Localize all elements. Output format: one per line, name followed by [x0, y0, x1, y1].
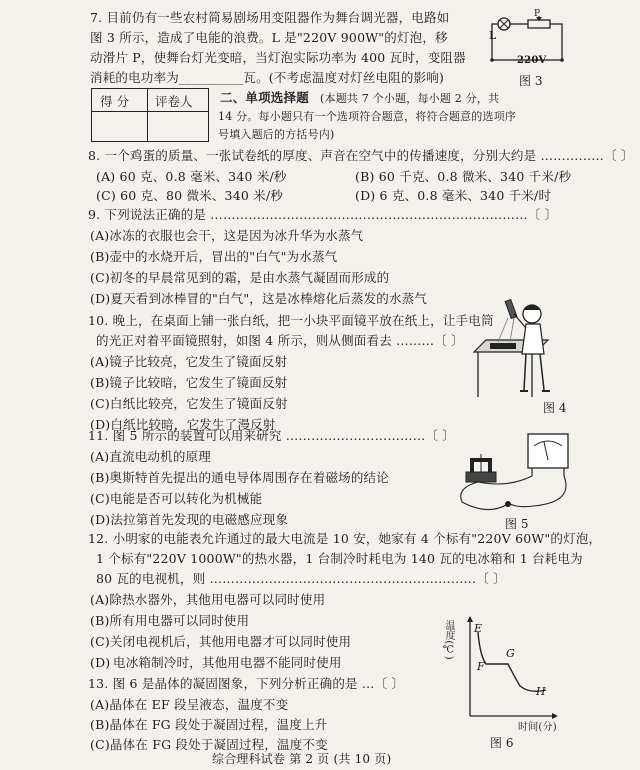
q12-line-2: 1 个标有"220V 1000W"的热水器，1 台制冷时耗电为 140 瓦的电冰箱和 1 台耗电为 [96, 551, 583, 566]
flashlight-illustration-fig4 [470, 292, 560, 402]
q12-option-d-prefix: (D) [90, 655, 111, 670]
q10-option-a: (A)镜子比较亮，它发生了镜面反射 [90, 354, 288, 369]
score-box-grader-label: 评卷人 [155, 94, 193, 109]
fig6-x-axis-label: 时间(分) [518, 722, 557, 733]
q7-line-4: 消耗的电功率为__________瓦。(不考虑温度对灯丝电阻的影响) [90, 70, 445, 85]
section2-note-line-3: 号填入题后的方括号内) [218, 128, 335, 141]
fig3-label-P: P [534, 9, 541, 19]
fig6-point-F: F [477, 660, 485, 673]
q13-option-c: (C)晶体在 FG 段处于凝固过程，温度不变 [90, 737, 328, 752]
fig6-point-H: H [536, 685, 546, 698]
fig6-y-axis-label: 温度(℃) [443, 620, 454, 660]
q10-option-c: (C)白纸比较亮，它发生了镜面反射 [90, 396, 288, 411]
q13-option-a: (A)晶体在 EF 段呈液态，温度不变 [90, 697, 289, 712]
q12-line-3: 80 瓦的电视机，则 ………………………………………………………〔 〕 [96, 571, 506, 586]
q7-line-1: 7. 目前仍有一些农村简易剧场用变阻器作为舞台调光器，电路如 [90, 10, 450, 25]
q10-option-d: (D)白纸比较暗，它发生了漫反射 [90, 417, 276, 432]
page-footer: 综合理科试卷 第 2 页 (共 10 页) [212, 752, 392, 766]
q8-stem: 8. 一个鸡蛋的质量、一张试卷纸的厚度、声音在空气中的传播速度，分别大约是 ……………〔 〕 [88, 148, 634, 163]
fig5-caption: 图 5 [505, 517, 529, 531]
q9-option-a: (A)冰冻的衣服也会干，这是因为冰升华为水蒸气 [90, 228, 364, 243]
fig6-point-E: E [474, 622, 483, 635]
q8-option-c: (C) 60 克、80 微米、340 米/秒 [96, 188, 283, 203]
apparatus-diagram-fig5 [448, 432, 578, 518]
q9-option-c: (C)初冬的早晨常见到的霜，是由水蒸气凝固而形成的 [90, 270, 390, 285]
q9-stem: 9. 下列说法正确的是 …………………………………………………………………〔 〕 [88, 207, 558, 222]
q12-option-b: (B)所有用电器可以同时使用 [90, 613, 250, 628]
q10-option-b: (B)镜子比较暗，它发生了镜面反射 [90, 375, 288, 390]
section2-note-line-2: 14 分。每小题只有一个选项符合题意，将符合题意的选项序 [218, 110, 517, 123]
fig6-point-G: G [506, 647, 515, 660]
q11-option-d: (D)法拉第首先发现的电磁感应现象 [90, 512, 289, 527]
q8-option-d: (D) 6 克、0.8 毫米、340 千米/时 [355, 188, 552, 203]
q7-line-2: 图 3 所示，造成了电能的浪费。L 是"220V 900W"的灯泡，移 [90, 30, 448, 45]
q12-option-c: (C)关闭电视机后，其他用电器才可以同时使用 [90, 634, 352, 649]
score-box [91, 88, 209, 142]
q12-option-a: (A)除热水器外，其他用电器可以同时使用 [90, 592, 326, 607]
q8-option-a: (A) 60 克、0.8 毫米、340 米/秒 [96, 169, 287, 184]
q7-line-3: 动滑片 P，使舞台灯光变暗，当灯泡实际功率为 400 瓦时，变阻器 [90, 50, 466, 65]
q11-option-c: (C)电能是否可以转化为机械能 [90, 491, 263, 506]
fig3-label-L: L [489, 29, 497, 42]
score-box-score-label: 得 分 [100, 94, 129, 109]
q10-stem-line-2: 的光正对着平面镜照射，如图 4 所示，则从侧面看去 ………〔 〕 [96, 333, 464, 348]
q9-option-b: (B)壶中的水烧开后，冒出的"白气"为水蒸气 [90, 249, 338, 264]
fig6-caption: 图 6 [490, 736, 514, 750]
q8-option-b: (B) 60 千克、0.8 微米、340 千米/秒 [355, 169, 572, 184]
section2-title: 二、单项选择题 [220, 90, 309, 105]
q11-stem: 11. 图 5 所示的装置可以用来研究 ……………………………〔 〕 [88, 428, 455, 443]
q12-option-d: 电冰箱制冷时，其他用电器不能同时使用 [113, 655, 342, 670]
section2-note-line-1: (本题共 7 个小题，每小题 2 分，共 [320, 92, 500, 105]
q12-line-1: 12. 小明家的电能表允许通过的最大电流是 10 安，她家有 4 个标有"220V 60W"的灯泡， [88, 531, 602, 546]
fig4-caption: 图 4 [543, 401, 567, 415]
fig3-label-voltage: 220V [517, 55, 547, 66]
q9-option-d: (D)夏天看到冰棒冒的"白气"，这是冰棒熔化后蒸发的水蒸气 [90, 291, 428, 306]
q11-option-a: (A)直流电动机的原理 [90, 449, 211, 464]
q10-stem-line-1: 10. 晚上，在桌面上铺一张白纸，把一小块平面镜平放在纸上，让手电筒 [88, 313, 494, 328]
q11-option-b: (B)奥斯特首先提出的通电导体周围存在着磁场的结论 [90, 470, 389, 485]
q13-stem: 13. 图 6 是晶体的凝固图象，下列分析正确的是 …〔 〕 [88, 676, 405, 691]
fig3-caption: 图 3 [519, 74, 543, 88]
solidification-graph-fig6 [450, 616, 560, 732]
q13-option-b: (B)晶体在 FG 段处于凝固过程，温度上升 [90, 717, 328, 732]
